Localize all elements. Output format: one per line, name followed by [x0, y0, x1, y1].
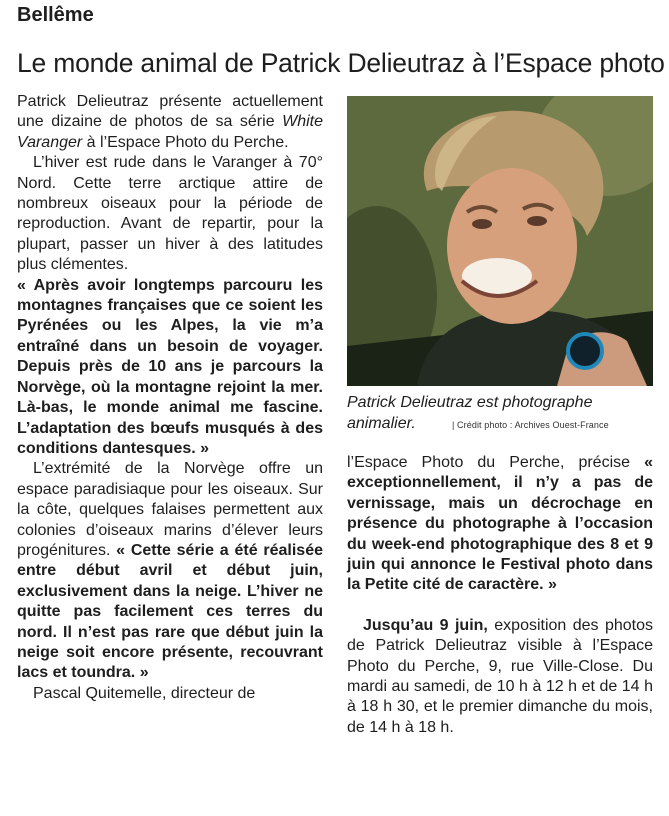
info-lead: Jusqu’au 9 juin, [363, 616, 488, 634]
portrait-illustration [347, 96, 653, 386]
body-paragraph-1: L’hiver est rude dans le Varanger à 70° Nord. Cette terre arctique attire de nombreux oiseaux pour la période de reproduction. Avant de repartir, pour la plupart, passer un hiver à des latitudes plus clémentes. [17, 154, 323, 274]
photo-caption: Patrick Delieutraz est photographe animalier. [347, 394, 593, 432]
intro-text: Patrick Delieutraz présente actuellement une dizaine de photos de sa série [17, 93, 323, 131]
info-paragraph [347, 616, 653, 738]
body-paragraph-3: Pascal Quitemelle, directeur de [33, 684, 256, 702]
left-column [17, 92, 323, 704]
body-paragraph-2 [17, 459, 323, 683]
quote-paragraph-2: « Cette série a été réalisée entre début avril et début juin, exclusivement dans la neige. L’hiver ne quitte pas facilement ces terres du nord. Il n’est pas rare que début juin la neige soit encore présente, recouvrant lacs et toundra. » [17, 541, 323, 682]
series-title: White Varanger [17, 113, 323, 151]
portrait-photo [347, 96, 653, 386]
intro-text-end: à l’Espace Photo du Perche. [82, 133, 289, 151]
quote-paragraph-3: « exceptionnellement, il n’y a pas de vernissage, mais un décrochage en présence du photographe à l’occasion du week-end photographique des 8 et 9 juin qui annonce le Festival photo dans la Petite cité de caractère. » [347, 454, 653, 594]
info-text: exposition des photos de Patrick Delieutraz visible à l’Espace Photo du Perche, 9, rue Ville-Close. Du mardi au samedi, de 10 h à 12 h et de 14 h à 18 h 30, et le premier dimanche du mois, de 14 h à 18 h. [347, 616, 654, 736]
section-topic: Bellême [17, 4, 94, 26]
photo-credit: | Crédit photo : Archives Ouest-France [452, 420, 609, 430]
continued-text: l’Espace Photo du Perche, précise [347, 454, 645, 471]
quote-paragraph-1: « Après avoir longtemps parcouru les montagnes françaises que ce soient les Pyrénées ou les Alpes, la vie m’a entraîné dans un besoin de voyager. Depuis près de 10 ans je parcours la Norvège, où la montagne rejoint la mer. Là-bas, le monde animal me fascine. L’adaptation des bœufs musqués à des conditions dantesques. » [17, 276, 323, 457]
body-text: L’extrémité de la Norvège offre un espace paradisiaque pour les oiseaux. Sur la côte, quelques falaises permettent aux colonies d’oiseaux marins d’élever leurs progénitures. [17, 460, 323, 559]
right-column [347, 453, 653, 738]
intro-paragraph [17, 92, 323, 153]
continued-paragraph [347, 453, 653, 596]
article-headline: Le monde animal de Patrick Delieutraz à l’Espace photo [17, 48, 665, 78]
